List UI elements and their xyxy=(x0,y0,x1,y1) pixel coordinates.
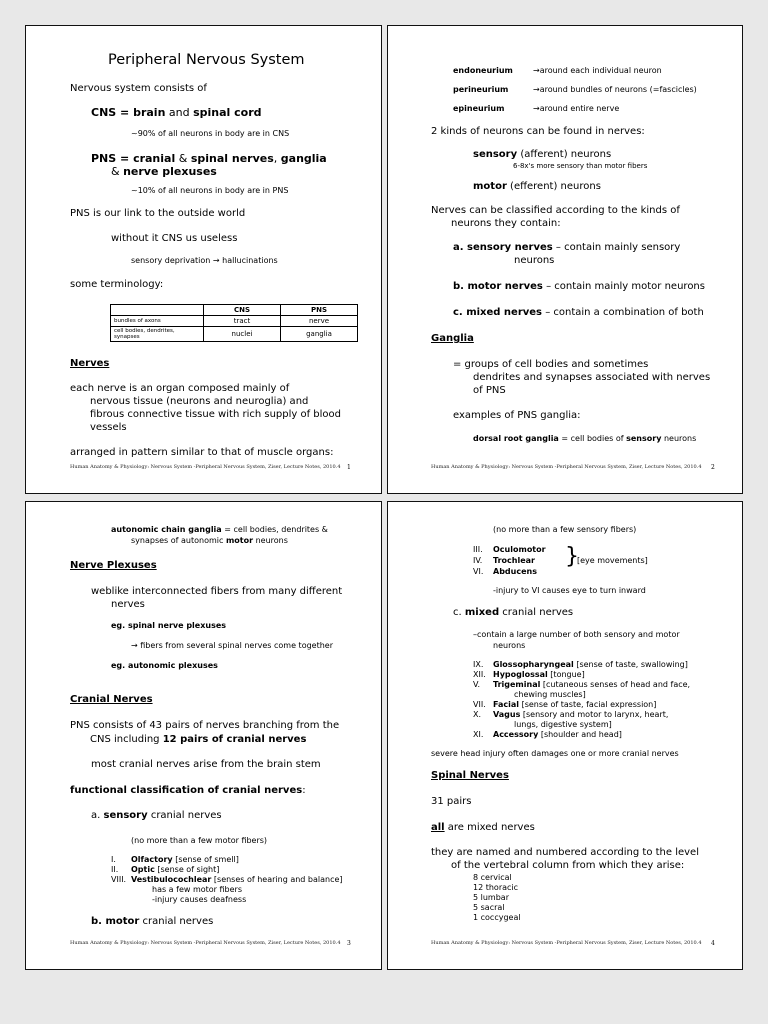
mixed-note-1: –contain a large number of both sensory and motor xyxy=(473,630,680,639)
sensory-cranial-note: (no more than a few motor fibers) xyxy=(131,836,268,845)
footer: Human Anatomy & Physiology: Nervous System -Peripheral Nervous System, Ziser, Lecture Notes, 2010.4 xyxy=(70,464,341,470)
cranial-nerve-viii-num: VIII. xyxy=(111,875,127,884)
kinds-line: 2 kinds of neurons can be found in nerves: xyxy=(431,126,645,137)
nerve-para-4: vessels xyxy=(90,422,127,433)
table-header-cns: CNS xyxy=(204,305,281,316)
plexus-def-1: weblike interconnected fibers from many different xyxy=(91,586,343,597)
page-number: 1 xyxy=(347,464,351,471)
terminology-table xyxy=(110,304,358,342)
terminology-label: some terminology: xyxy=(70,279,164,290)
cranial-nerve-iii-num: III. xyxy=(473,545,483,554)
mixed-cranial-heading: c. mixed cranial nerves xyxy=(453,607,574,618)
section-heading-spinal: Spinal Nerves xyxy=(431,770,509,781)
cranial-nerve-x: Vagus [sensory and motor to larynx, heart, xyxy=(493,710,669,719)
list-item: 8 cervical xyxy=(473,873,512,882)
plexus-def-2: nerves xyxy=(111,599,145,610)
page-title: Peripheral Nervous System xyxy=(108,52,305,68)
cranial-nerve-iv: Trochlear xyxy=(493,556,535,565)
link-line: PNS is our link to the outside world xyxy=(70,208,246,219)
cranial-nerve-xi-num: XI. xyxy=(473,730,484,739)
cns-note: ~90% of all neurons in body are in CNS xyxy=(131,129,290,138)
acg-line-2: synapses of autonomic motor neurons xyxy=(131,536,288,545)
cranial-line-2: CNS including 12 pairs of cranial nerves xyxy=(90,734,307,745)
footer: Human Anatomy & Physiology: Nervous System -Peripheral Nervous System, Ziser, Lecture Notes, 2010.4 xyxy=(431,464,702,470)
nerve-para-3: fibrous connective tissue with rich supply of blood xyxy=(90,409,342,420)
cranial-nerve-ix-num: IX. xyxy=(473,660,484,669)
head-injury-note: severe head injury often damages one or more cranial nerves xyxy=(431,749,679,758)
all-mixed-line: all are mixed nerves xyxy=(431,822,535,833)
cranial-nerve-x-num: X. xyxy=(473,710,482,719)
drg-line: dorsal root ganglia = cell bodies of sensory neurons xyxy=(473,434,697,443)
endoneurium-desc: →around each individual neuron xyxy=(533,66,662,75)
cranial-nerve-viii-note-2: -injury causes deafness xyxy=(152,895,247,904)
classified-line-1: Nerves can be classified according to the kinds of xyxy=(431,205,680,216)
slide-3 xyxy=(25,501,382,970)
slide-1 xyxy=(25,25,382,494)
cranial-nerve-vii-num: VII. xyxy=(473,700,486,709)
brainstem-line: most cranial nerves arise from the brain stem xyxy=(91,759,321,770)
arranged-line: arranged in pattern similar to that of muscle organs: xyxy=(70,447,334,458)
motor-neurons: motor (efferent) neurons xyxy=(473,181,601,192)
ganglia-def-2: dendrites and synapses associated with nerves xyxy=(473,372,711,383)
eye-movements-label: [eye movements] xyxy=(577,556,648,565)
pairs-line: 31 pairs xyxy=(431,796,472,807)
perineurium-desc: →around bundles of neurons (=fascicles) xyxy=(533,85,697,94)
cranial-nerve-xii-num: XII. xyxy=(473,670,486,679)
mixed-note-2: neurons xyxy=(493,641,526,650)
table-cell: ganglia xyxy=(281,327,358,342)
cranial-nerve-ix: Glossopharyngeal [sense of taste, swallowing] xyxy=(493,660,688,669)
footer: Human Anatomy & Physiology: Nervous System -Peripheral Nervous System, Ziser, Lecture Notes, 2010.4 xyxy=(431,940,702,946)
slide-2 xyxy=(387,25,743,494)
brace-icon: } xyxy=(565,544,579,569)
named-line-1: they are named and numbered according to the level xyxy=(431,847,699,858)
pns-line-2: & nerve plexuses xyxy=(111,165,217,178)
cranial-nerve-iii: Oculomotor xyxy=(493,545,546,554)
motor-nerves-item: b. motor nerves – contain mainly motor neurons xyxy=(453,281,705,292)
useless-line: without it CNS us useless xyxy=(111,233,238,244)
cranial-nerve-vi: Abducens xyxy=(493,567,537,576)
table-cell: nuclei xyxy=(204,327,281,342)
section-heading-ganglia: Ganglia xyxy=(431,333,474,344)
cranial-nerve-viii: Vestibulocochlear [senses of hearing and balance] xyxy=(131,875,343,884)
eg-autonomic-plexuses: eg. autonomic plexuses xyxy=(111,661,218,670)
table-row xyxy=(111,327,358,342)
cranial-nerve-i-num: I. xyxy=(111,855,116,864)
footer: Human Anatomy & Physiology: Nervous System -Peripheral Nervous System, Ziser, Lecture Notes, 2010.4 xyxy=(70,940,341,946)
cranial-nerve-x-cont: lungs, digestive system] xyxy=(514,720,612,729)
cranial-nerve-xi: Accessory [shoulder and head] xyxy=(493,730,622,739)
table-row xyxy=(111,305,358,316)
motor-cranial-heading: b. motor cranial nerves xyxy=(91,916,214,927)
slide-4 xyxy=(387,501,743,970)
cranial-nerve-v-cont: chewing muscles] xyxy=(514,690,586,699)
sensory-nerves-item: a. sensory nerves – contain mainly sensory xyxy=(453,242,681,253)
mixed-nerves-item: c. mixed nerves – contain a combination of both xyxy=(453,307,704,318)
cranial-nerve-vi-num: VI. xyxy=(473,567,484,576)
endoneurium-term: endoneurium xyxy=(453,66,513,75)
cns-line: CNS = brain and spinal cord xyxy=(91,106,262,119)
list-item: 5 lumbar xyxy=(473,893,509,902)
page-number: 3 xyxy=(347,940,351,947)
table-cell: tract xyxy=(204,316,281,327)
deprivation-line: sensory deprivation → hallucinations xyxy=(131,256,278,265)
top-note: (no more than a few sensory fibers) xyxy=(493,525,637,534)
nerve-para-1: each nerve is an organ composed mainly of xyxy=(70,383,290,394)
list-item: 1 coccygeal xyxy=(473,913,521,922)
named-line-2: of the vertebral column from which they arise: xyxy=(451,860,685,871)
table-header-pns: PNS xyxy=(281,305,358,316)
sensory-nerves-item-cont: neurons xyxy=(514,255,555,266)
cranial-nerve-v-num: V. xyxy=(473,680,480,689)
table-row xyxy=(111,316,358,327)
list-item: 5 sacral xyxy=(473,903,505,912)
page-number: 2 xyxy=(711,464,715,471)
cranial-nerve-xii: Hypoglossal [tongue] xyxy=(493,670,585,679)
table-cell: nerve xyxy=(281,316,358,327)
pns-line: PNS = cranial & spinal nerves, ganglia xyxy=(91,152,327,165)
section-heading-cranial: Cranial Nerves xyxy=(70,694,153,705)
ganglia-def-1: = groups of cell bodies and sometimes xyxy=(453,359,649,370)
perineurium-term: perineurium xyxy=(453,85,509,94)
cranial-nerve-ii-num: II. xyxy=(111,865,119,874)
vi-injury-note: -injury to VI causes eye to turn inward xyxy=(493,586,646,595)
cranial-nerve-ii: Optic [sense of sight] xyxy=(131,865,220,874)
eg-spinal-plexuses: eg. spinal nerve plexuses xyxy=(111,621,227,630)
sensory-note: 6-8x's more sensory than motor fibers xyxy=(513,162,648,170)
section-heading-nerves: Nerves xyxy=(70,358,110,369)
eg-spinal-note: → fibers from several spinal nerves come together xyxy=(131,641,334,650)
ganglia-def-3: of PNS xyxy=(473,385,506,396)
functional-classification: functional classification of cranial nerves: xyxy=(70,785,306,796)
acg-line-1: autonomic chain ganglia = cell bodies, dendrites & xyxy=(111,525,328,534)
nerve-para-2: nervous tissue (neurons and neuroglia) and xyxy=(90,396,309,407)
examples-line: examples of PNS ganglia: xyxy=(453,410,581,421)
cranial-nerve-i: Olfactory [sense of smell] xyxy=(131,855,239,864)
epineurium-desc: →around entire nerve xyxy=(533,104,620,113)
cranial-nerve-iv-num: IV. xyxy=(473,556,483,565)
table-row-label: cell bodies, dendrites, synapses xyxy=(111,327,204,342)
cranial-nerve-v: Trigeminal [cutaneous senses of head and face, xyxy=(493,680,691,689)
cranial-line-1: PNS consists of 43 pairs of nerves branching from the xyxy=(70,720,340,731)
page-number: 4 xyxy=(711,940,715,947)
cranial-nerve-viii-note-1: has a few motor fibers xyxy=(152,885,242,894)
classified-line-2: neurons they contain: xyxy=(451,218,561,229)
epineurium-term: epineurium xyxy=(453,104,505,113)
sensory-neurons: sensory (afferent) neurons xyxy=(473,149,612,160)
pns-note: ~10% of all neurons in body are in PNS xyxy=(131,186,289,195)
section-heading-plexuses: Nerve Plexuses xyxy=(70,560,157,571)
intro-line: Nervous system consists of xyxy=(70,83,207,94)
table-row-label: bundles of axons xyxy=(111,316,204,327)
cranial-nerve-vii: Facial [sense of taste, facial expression] xyxy=(493,700,657,709)
list-item: 12 thoracic xyxy=(473,883,519,892)
sensory-cranial-heading: a. sensory cranial nerves xyxy=(91,810,222,821)
